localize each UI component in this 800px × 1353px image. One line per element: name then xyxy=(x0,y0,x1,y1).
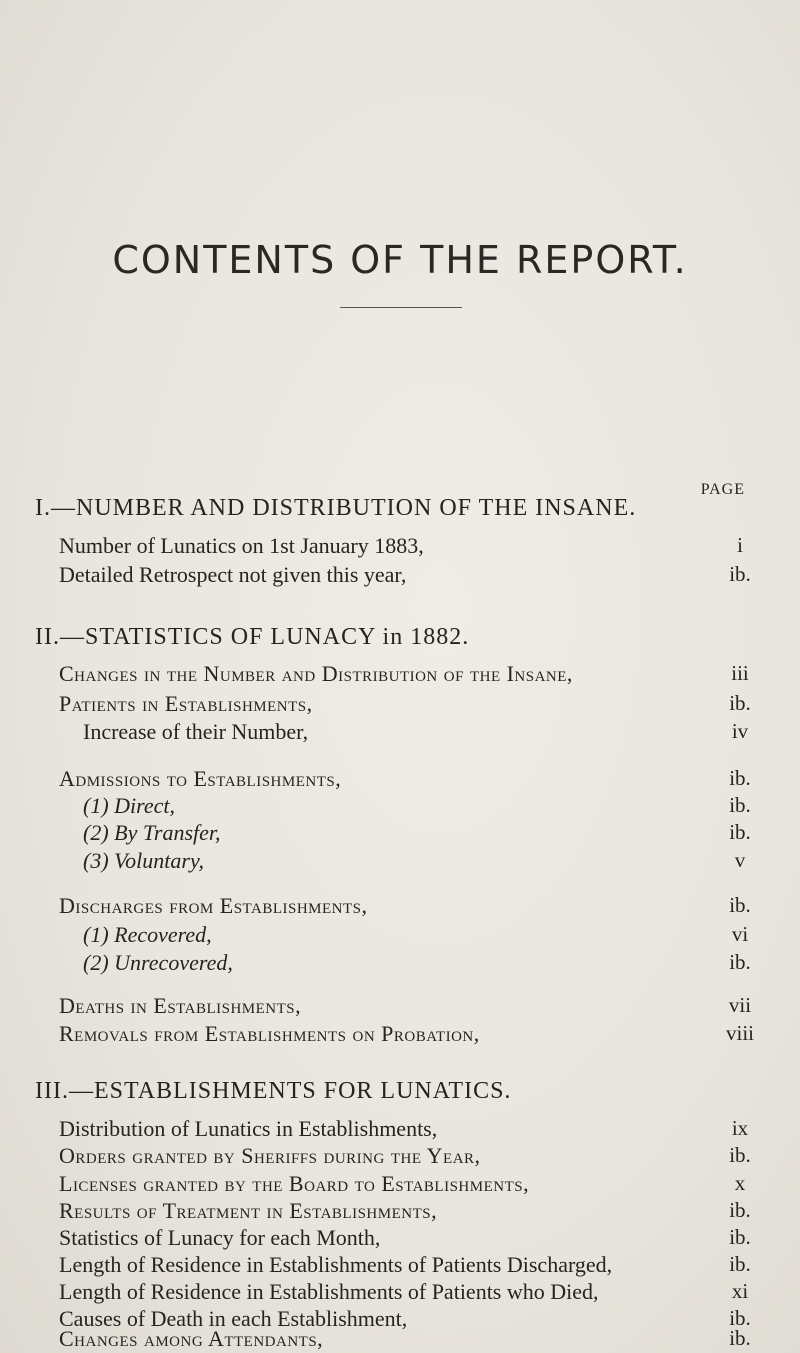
toc-entry[interactable]: Discharges from Establishments, ib. xyxy=(0,893,800,923)
toc-entry[interactable]: Number of Lunatics on 1st January 1883, i xyxy=(0,533,800,563)
page-number: ib. xyxy=(729,820,751,844)
page-number: vi xyxy=(731,922,749,946)
toc-entry[interactable]: Removals from Establishments on Probation, viii xyxy=(0,1021,800,1051)
toc-entry[interactable]: Length of Residence in Establishments of Patients who Died, xi xyxy=(0,1279,800,1309)
toc-entry[interactable]: Changes among Attendants, ib. xyxy=(0,1330,800,1352)
page-number: ib. xyxy=(729,793,751,817)
page-column-header: PAGE xyxy=(700,481,745,498)
page-number: ix xyxy=(731,1116,749,1140)
page-number: iv xyxy=(731,719,749,743)
page-number: ib. xyxy=(729,1225,751,1249)
toc-entry[interactable]: Changes in the Number and Distribution of the Insane, iii xyxy=(0,661,800,691)
page-number: ib. xyxy=(729,1252,751,1276)
page-number: x xyxy=(734,1171,746,1195)
page-number: vii xyxy=(728,993,752,1017)
section-heading-1: I.—NUMBER AND DISTRIBUTION OF THE INSANE. xyxy=(35,495,637,521)
page-title: CONTENTS OF THE REPORT. xyxy=(112,238,688,282)
page-number: v xyxy=(734,848,746,872)
toc-entry[interactable]: Increase of their Number, iv xyxy=(0,719,800,749)
toc-entry[interactable]: Causes of Death in each Establishment, ib. xyxy=(0,1306,800,1336)
toc-entry[interactable]: Patients in Establishments, ib. xyxy=(0,691,800,721)
toc-entry[interactable]: Statistics of Lunacy for each Month, ib. xyxy=(0,1225,800,1255)
page-number: iii xyxy=(731,661,749,685)
toc-entry[interactable]: Results of Treatment in Establishments, ib. xyxy=(0,1198,800,1228)
toc-entry[interactable]: Admissions to Establishments, ib. xyxy=(0,766,800,796)
toc-entry[interactable]: Detailed Retrospect not given this year, ib. xyxy=(0,562,800,592)
section-heading-2: II.—STATISTICS OF LUNACY in 1882. xyxy=(35,624,470,650)
toc-entry[interactable]: Length of Residence in Establishments of Patients Discharged, ib. xyxy=(0,1252,800,1282)
title-underline xyxy=(340,307,462,308)
toc-entry[interactable]: Deaths in Establishments, vii xyxy=(0,993,800,1023)
page-number: ib. xyxy=(729,893,751,917)
toc-entry[interactable]: (1) Recovered, vi xyxy=(0,922,800,952)
page-number: ib. xyxy=(729,691,751,715)
page-number: ib. xyxy=(729,766,751,790)
section-heading-3: III.—ESTABLISHMENTS FOR LUNATICS. xyxy=(35,1078,512,1104)
page-number: ib. xyxy=(729,1143,751,1167)
page-number: i xyxy=(737,533,743,557)
toc-entry[interactable]: (2) Unrecovered, ib. xyxy=(0,950,800,980)
page-number: ib. xyxy=(729,1198,751,1222)
toc-entry[interactable]: (1) Direct, ib. xyxy=(0,793,800,823)
page-number: xi xyxy=(731,1279,749,1303)
toc-entry[interactable]: (2) By Transfer, ib. xyxy=(0,820,800,850)
toc-entry[interactable]: Distribution of Lunatics in Establishments, ix xyxy=(0,1116,800,1146)
page-number: ib. xyxy=(729,1306,751,1330)
toc-entry[interactable]: Licenses granted by the Board to Establishments, x xyxy=(0,1171,800,1201)
toc-entry[interactable]: Orders granted by Sheriffs during the Year, ib. xyxy=(0,1143,800,1173)
page-number: ib. xyxy=(729,562,751,586)
page-number: ib. xyxy=(729,1326,751,1350)
page-number: ib. xyxy=(729,950,751,974)
page-number: viii xyxy=(725,1021,754,1045)
toc-entry[interactable]: (3) Voluntary, v xyxy=(0,848,800,878)
